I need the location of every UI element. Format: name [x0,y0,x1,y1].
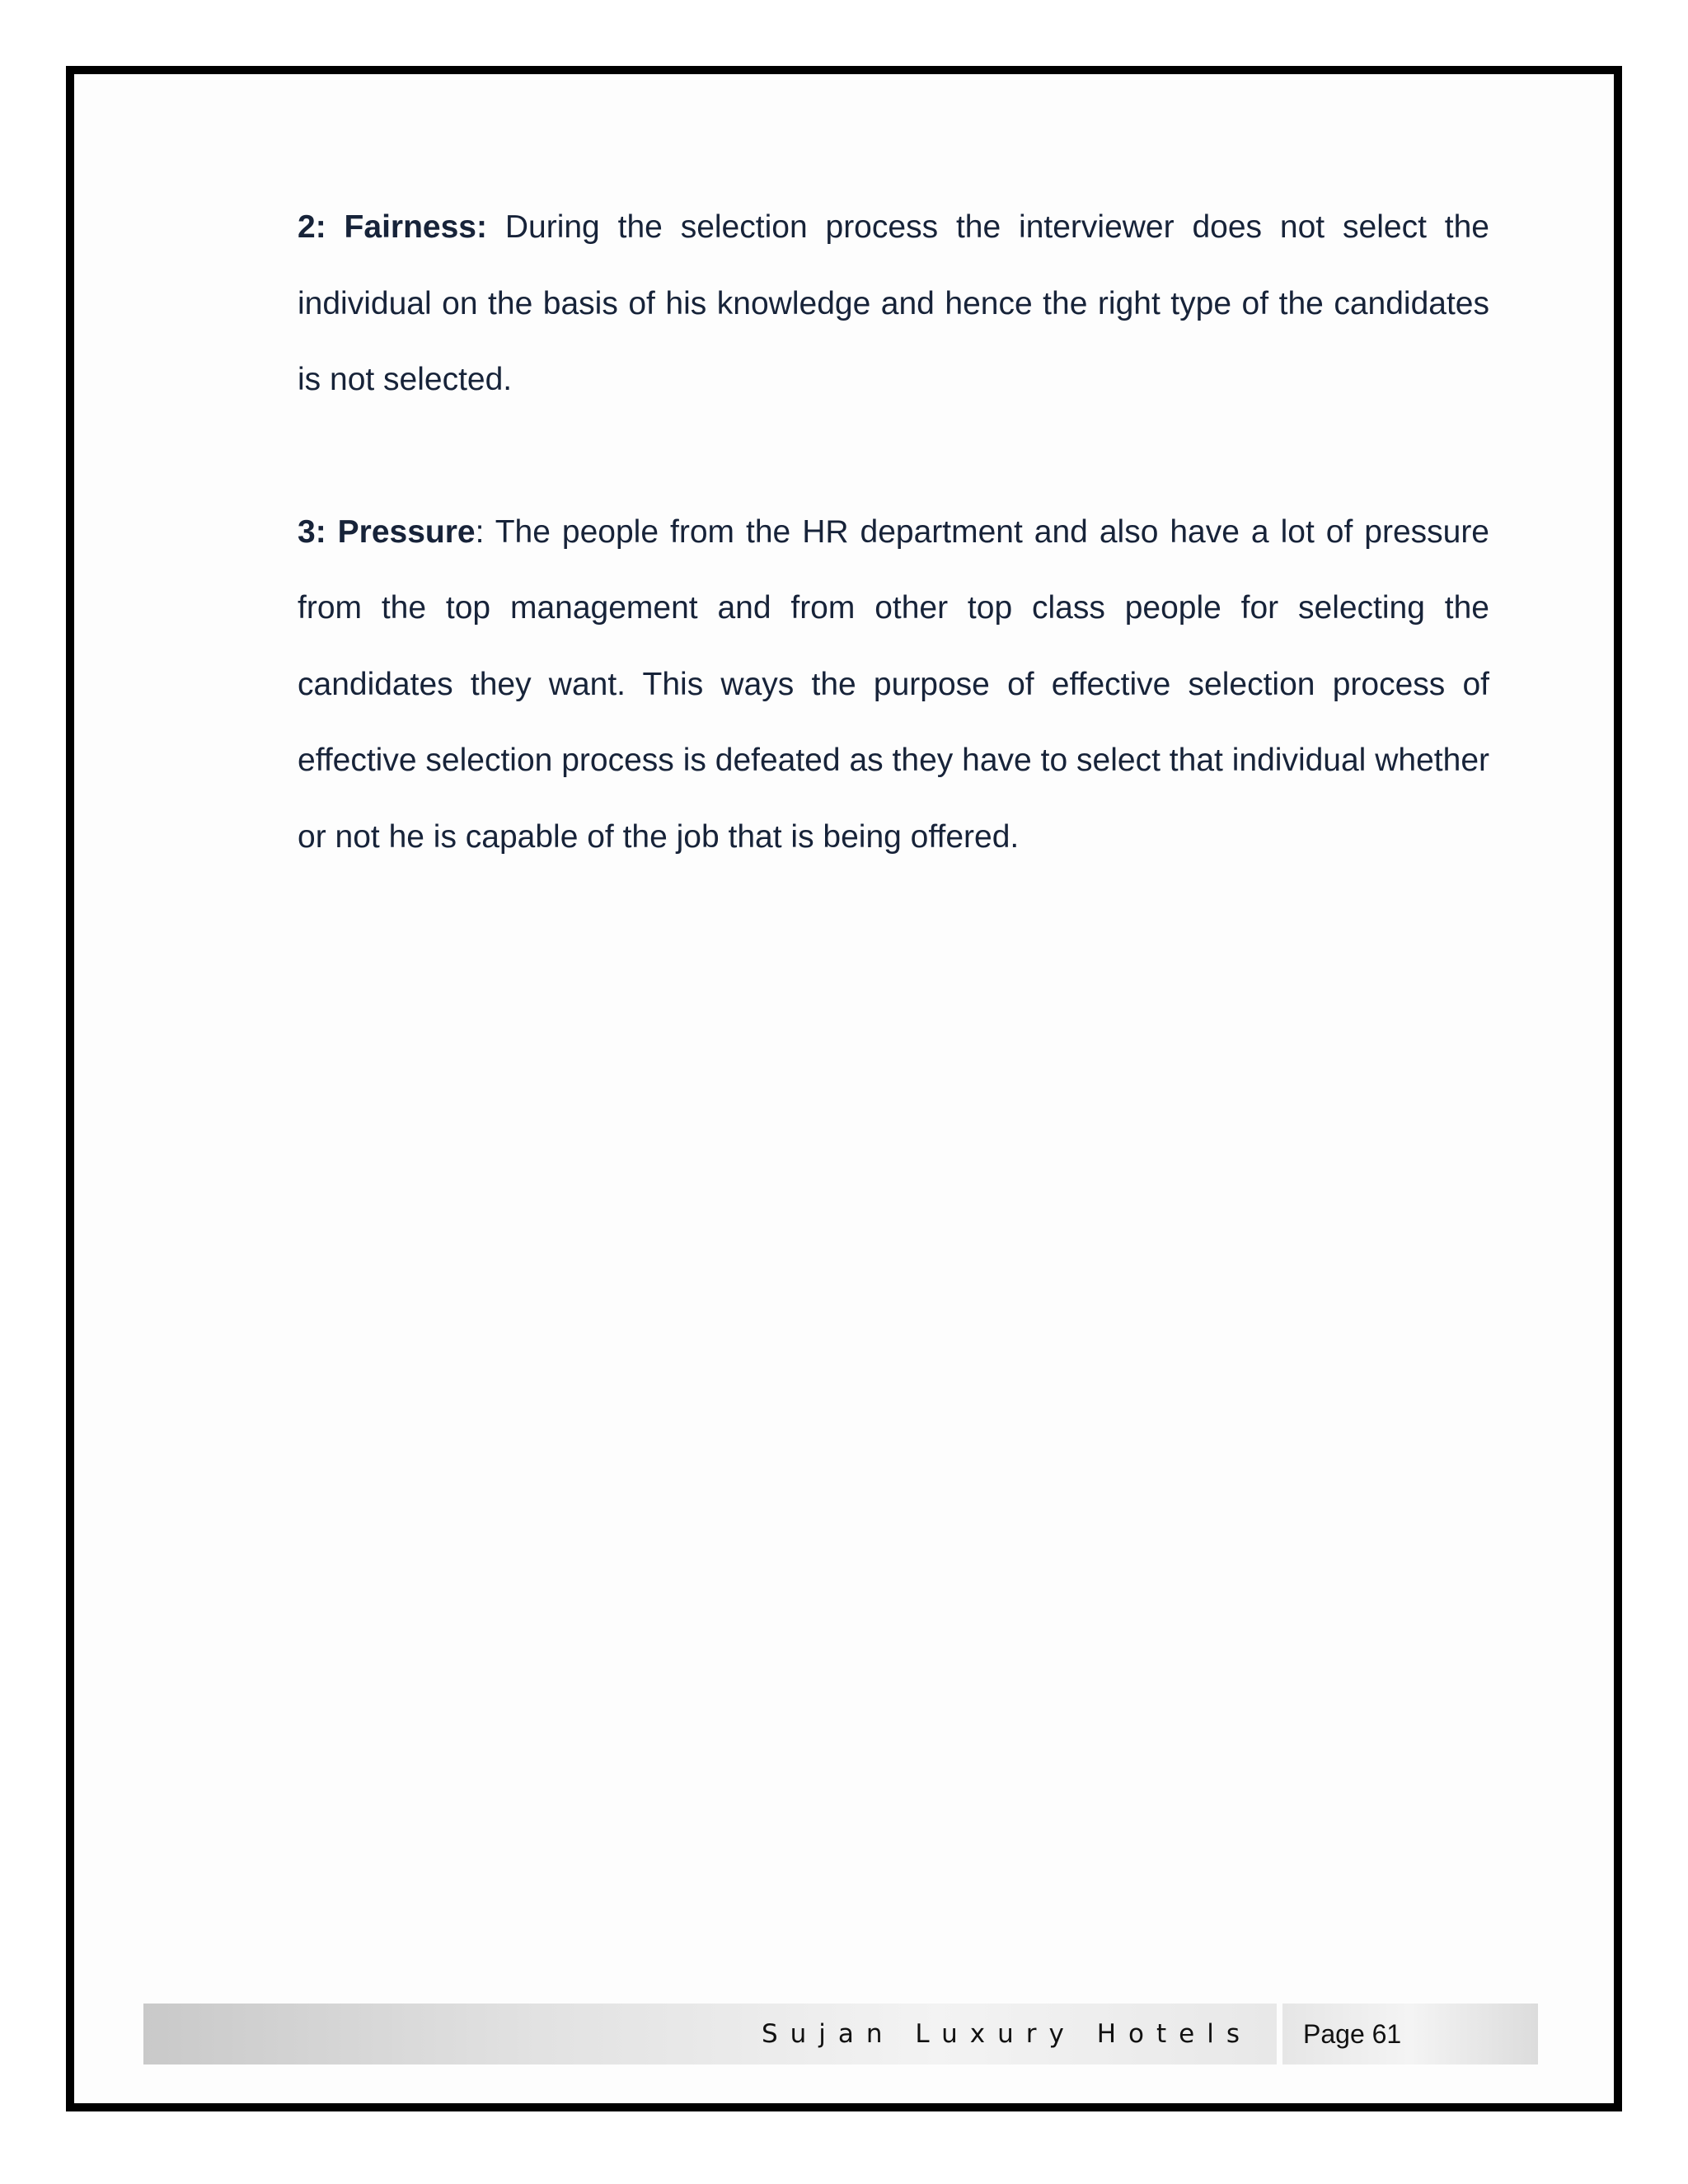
paragraph-text: : The people from the HR department and also have a lot of pressure from the top management and from other top class people for selecting the candidates they want. This ways the purpose of effective selection process of effective selection process is defeated as they have to select that individual whether or not he is capable of the job that is being offered. [298,513,1490,855]
page-number: Page 61 [1303,2019,1402,2049]
paragraph-heading: 3: Pressure [298,513,476,550]
paragraph-text: During the selection process the interviewer does not select the individual on the basis of his knowledge and hence the right type of the candidates is not selected. [298,209,1489,397]
paragraph-heading: 2: Fairness: [298,209,487,245]
document-body [298,190,1489,875]
footer-page-box [1282,2004,1538,2064]
footer-banner [143,2004,1277,2064]
footer-title: Sujan Luxury Hotels [761,2019,1252,2049]
paragraph-fairness [298,190,1489,419]
paragraph-pressure [298,494,1489,876]
